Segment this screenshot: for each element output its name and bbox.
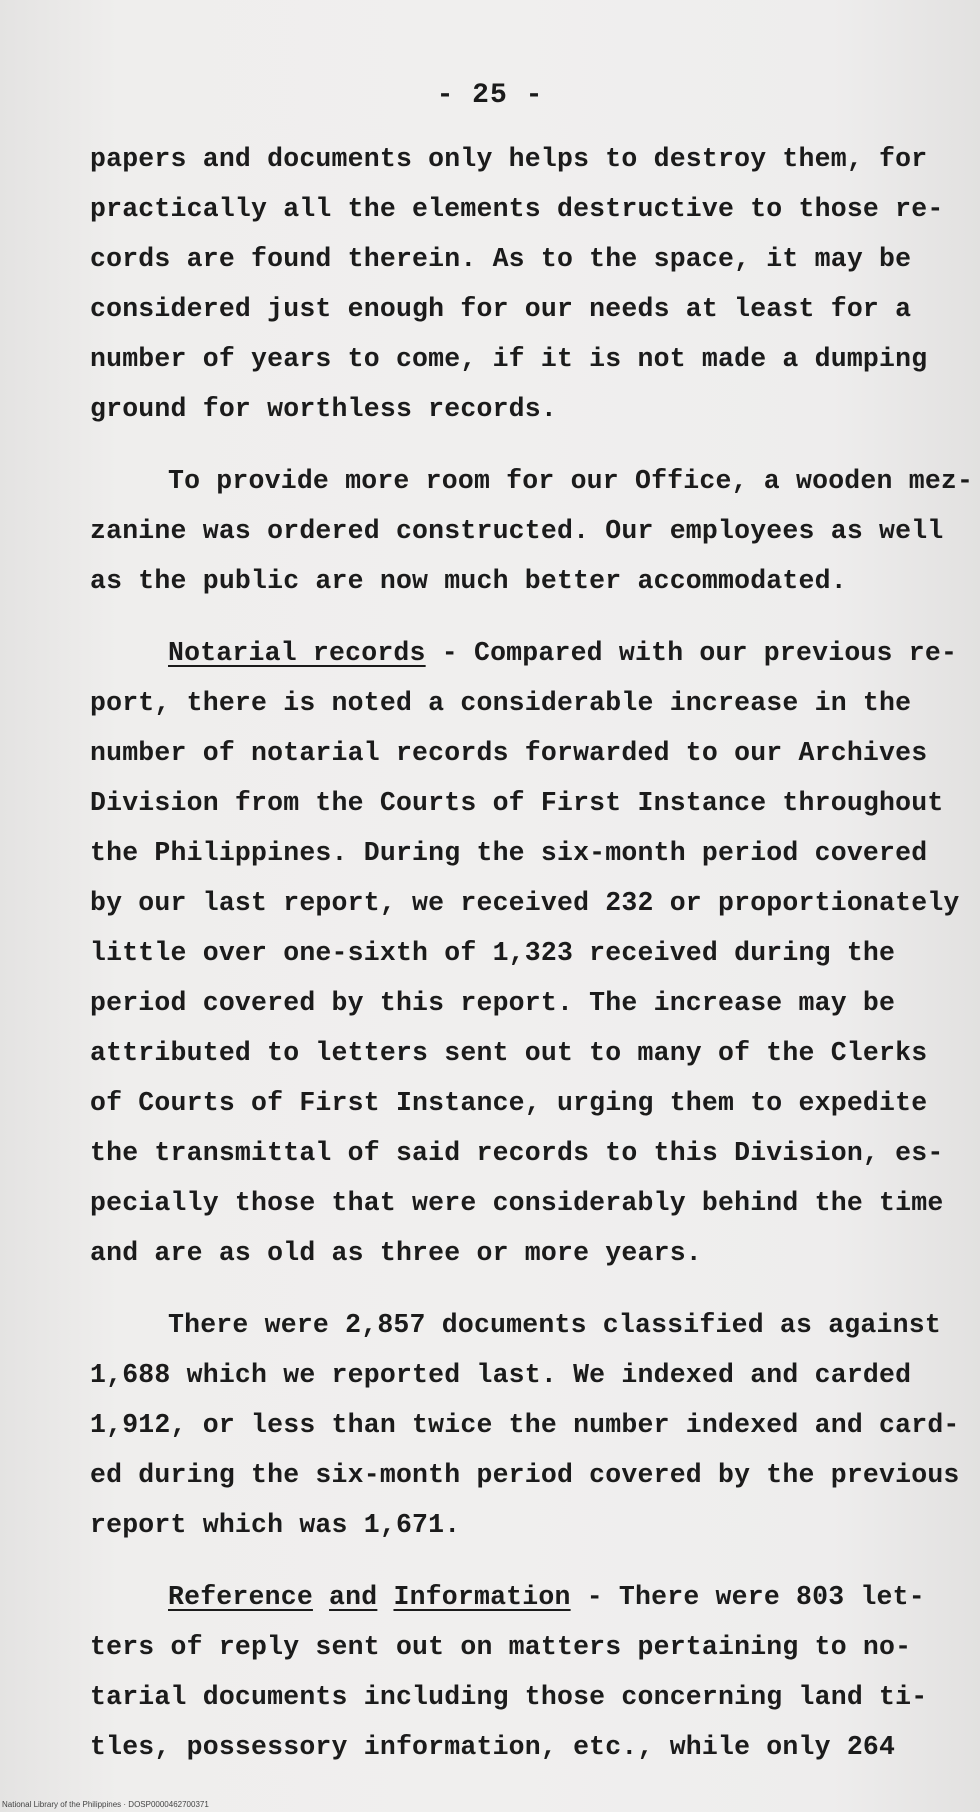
section-heading-notarial-records: Notarial records — [168, 638, 426, 668]
text-line: There were 2,857 documents classified as against — [168, 1310, 941, 1340]
text-line: 1,912, or less than twice the number indexed and card- — [90, 1410, 960, 1440]
text-line: number of years to come, if it is not made a dumping — [90, 344, 928, 374]
text-line: tles, possessory information, etc., while only 264 — [90, 1732, 896, 1762]
text-line — [90, 628, 958, 678]
text-line: cords are found therein. As to the space, it may be — [90, 244, 912, 274]
text-line: the Philippines. During the six-month period covered — [90, 838, 928, 868]
text-line: To provide more room for our Office, a wooden mez- — [168, 466, 974, 496]
text-line: zanine was ordered constructed. Our employees as well — [90, 516, 944, 546]
section-heading-information: Information — [393, 1582, 571, 1612]
text-span: - Compared with our previous re- — [425, 638, 958, 668]
text-line: Division from the Courts of First Instance throughout — [90, 788, 944, 818]
text-line: 1,688 which we reported last. We indexed and carded — [90, 1360, 912, 1390]
text-line: as the public are now much better accommodated. — [90, 566, 847, 596]
body-text — [90, 134, 974, 1772]
section-heading-and: and — [329, 1582, 378, 1612]
paragraph-2 — [90, 456, 974, 606]
text-line: pecially those that were considerably behind the time — [90, 1188, 944, 1218]
text-line: little over one-sixth of 1,323 received during the — [90, 938, 896, 968]
text-line: ed during the six-month period covered by the previous — [90, 1460, 960, 1490]
text-line: by our last report, we received 232 or proportionately — [90, 888, 960, 918]
paragraph-notarial-records — [90, 628, 960, 1278]
text-span: - There were 803 let- — [570, 1582, 925, 1612]
paragraph-1 — [90, 134, 944, 434]
paragraph-reference-information — [90, 1572, 928, 1772]
text-line: and are as old as three or more years. — [90, 1238, 702, 1268]
text-line: number of notarial records forwarded to our Archives — [90, 738, 928, 768]
text-line: port, there is noted a considerable increase in the — [90, 688, 912, 718]
text-line: papers and documents only helps to destroy them, for — [90, 144, 928, 174]
paragraph-4 — [90, 1300, 960, 1550]
text-line: considered just enough for our needs at least for a — [90, 294, 912, 324]
text-line: ters of reply sent out on matters pertaining to no- — [90, 1632, 912, 1662]
text-line: practically all the elements destructive to those re- — [90, 194, 944, 224]
text-line: the transmittal of said records to this Division, es- — [90, 1138, 944, 1168]
page-number: - 25 - — [436, 80, 544, 111]
text-line: ground for worthless records. — [90, 394, 557, 424]
archive-footer-mark: National Library of the Philippines · DOSP0000462700371 — [2, 1800, 209, 1809]
text-line: attributed to letters sent out to many of the Clerks — [90, 1038, 928, 1068]
text-line: report which was 1,671. — [90, 1510, 461, 1540]
section-heading-reference: Reference — [168, 1582, 313, 1612]
text-line: of Courts of First Instance, urging them to expedite — [90, 1088, 928, 1118]
text-line: period covered by this report. The increase may be — [90, 988, 896, 1018]
text-line — [90, 1572, 925, 1622]
text-line: tarial documents including those concerning land ti- — [90, 1682, 928, 1712]
